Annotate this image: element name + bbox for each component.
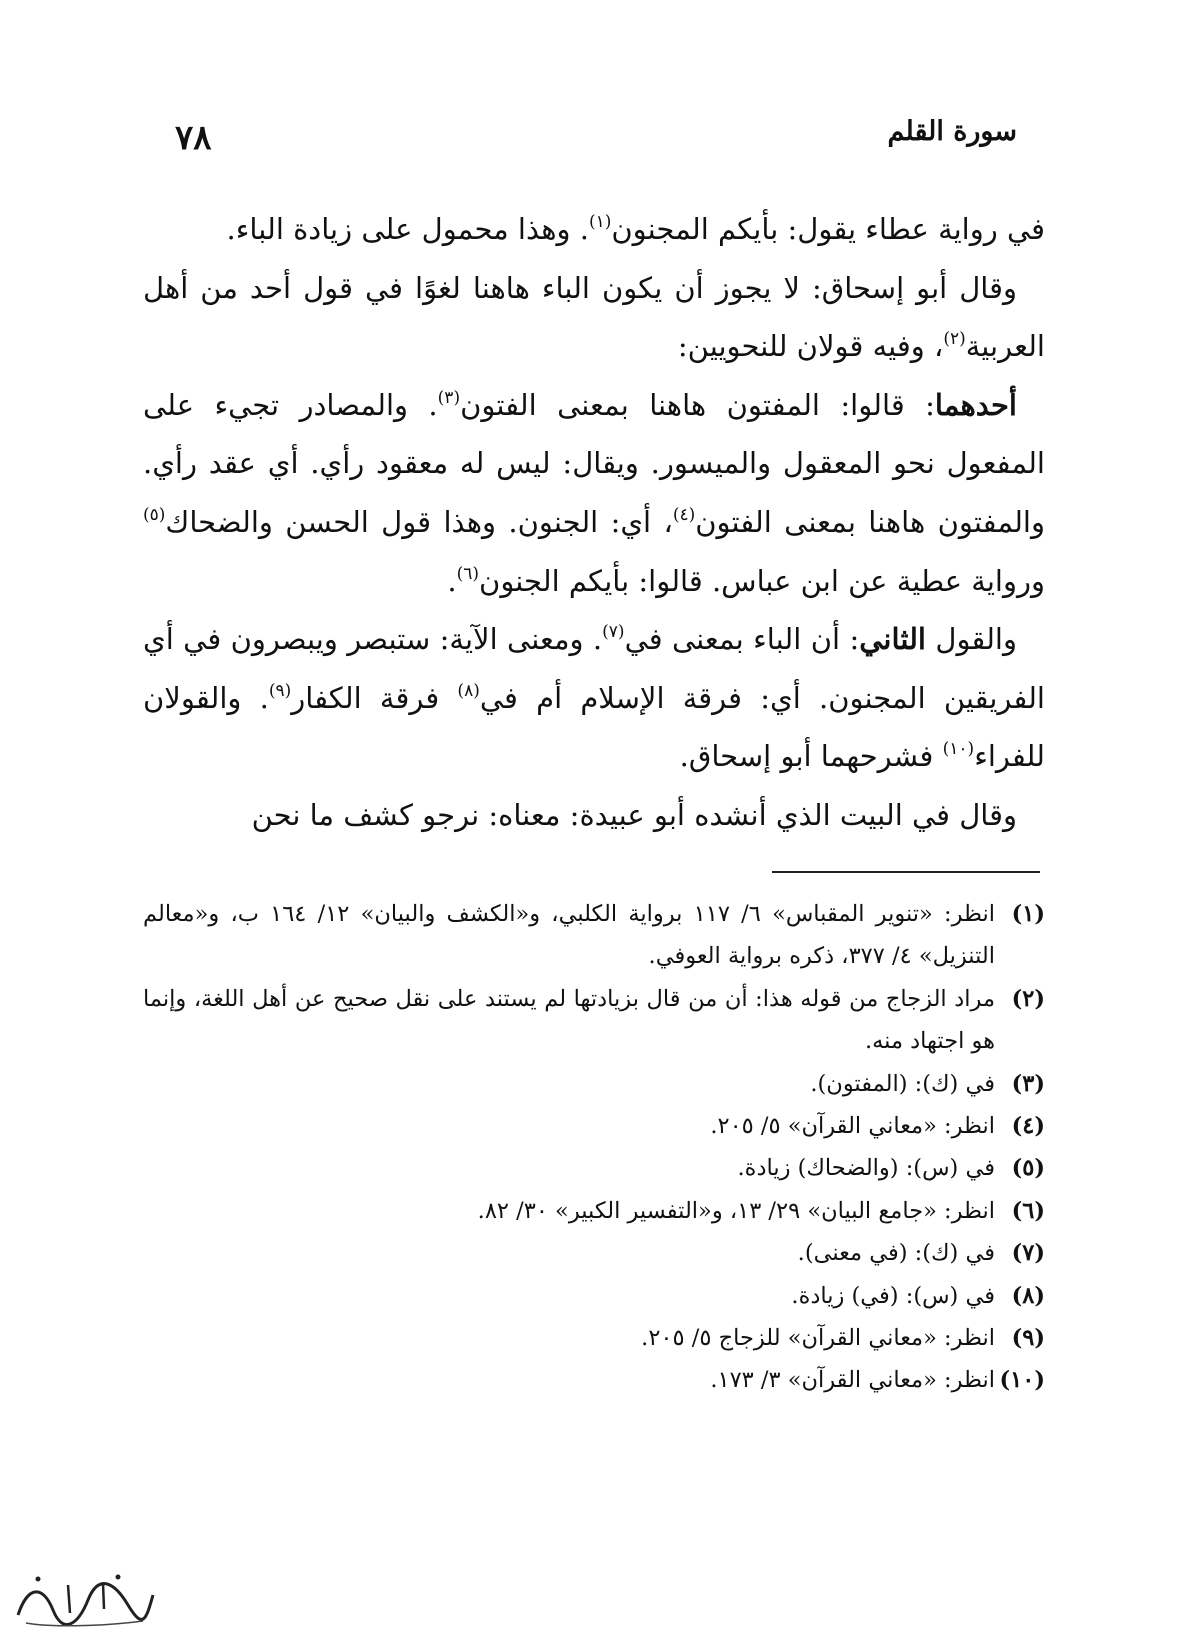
footnote-ref[interactable]: (٥) bbox=[143, 504, 166, 525]
text-run: وقال في البيت الذي أنشده أبو عبيدة: معناه: نرجو كشف ما نحن bbox=[251, 797, 1017, 832]
text-run: . والقولان للفراء bbox=[143, 680, 1045, 774]
footnote-3 bbox=[143, 1063, 1045, 1105]
footnote-ref[interactable]: (١) bbox=[588, 212, 612, 232]
footnote-ref[interactable]: (٤) bbox=[672, 504, 696, 525]
footnote-number: (٢) bbox=[1011, 985, 1045, 1012]
footnote-text: في (س): (في) زيادة. bbox=[791, 1282, 995, 1309]
footnote-text: مراد الزجاج من قوله هذا: أن من قال بزيادتها لم يستند على نقل صحيح عن أهل اللغة، وإنما هو اجتهاد منه. bbox=[143, 985, 995, 1055]
footnote-divider bbox=[772, 871, 1040, 873]
footnote-ref[interactable]: (٨) bbox=[457, 680, 480, 701]
footnote-8 bbox=[143, 1275, 1045, 1317]
footnote-number: (٩) bbox=[1011, 1325, 1045, 1352]
footnote-text: انظر: «جامع البيان» ٢٩/ ١٣، و«التفسير الكبير» ٣٠/ ٨٢. bbox=[477, 1197, 995, 1224]
footnote-2 bbox=[143, 978, 1045, 1063]
text-run: : أن الباء بمعنى في bbox=[624, 622, 860, 657]
text-run: والقول bbox=[925, 622, 1017, 657]
text-run: وقال أبو إسحاق: لا يجوز أن يكون الباء هاهنا لغوًا في قول أحد من أهل العربية bbox=[143, 270, 1045, 364]
text-run: ، أي: الجنون. وهذا قول الحسن والضحاك bbox=[165, 504, 673, 539]
paragraph-1 bbox=[143, 200, 1045, 259]
text-run: . وهذا محمول على زيادة الباء. bbox=[226, 212, 589, 246]
footnote-ref[interactable]: (٦) bbox=[456, 563, 480, 584]
text-run: ورواية عطية عن ابن عباس. قالوا: بأيكم الجنون bbox=[479, 563, 1045, 598]
footnote-number: (١) bbox=[1011, 901, 1045, 927]
text-run: فرقة الكفار bbox=[291, 680, 458, 715]
text-run: ، وفيه قولان للنحويين: bbox=[677, 329, 944, 364]
footnote-ref[interactable]: (٢) bbox=[943, 329, 966, 350]
footnote-7 bbox=[143, 1232, 1045, 1274]
surah-title: سورة القلم bbox=[887, 116, 1017, 147]
page-number: ٧٨ bbox=[175, 118, 212, 158]
text-run: : قالوا: المفتون هاهنا بمعنى الفتون bbox=[460, 387, 935, 422]
footnote-text: انظر: «تنوير المقباس» ٦/ ١١٧ برواية الكلبي، و«الكشف والبيان» ١٢/ ١٦٤ ب، و«معالم التنزيل» ٤/ ٣٧٧، ذكره برواية العوفي. bbox=[143, 901, 995, 970]
footnote-10 bbox=[143, 1359, 1045, 1401]
footnote-text: في (ك): (في معنى). bbox=[797, 1240, 995, 1267]
footnote-6 bbox=[143, 1190, 1045, 1232]
text-run: فشرحهما أبو إسحاق. bbox=[679, 739, 943, 774]
footnote-text: انظر: «معاني القرآن» ٥/ ٢٠٥. bbox=[710, 1113, 995, 1140]
footnotes bbox=[143, 893, 1045, 1402]
text-run: . ومعنى الآية: ستبصر ويبصرون في أي الفريقين المجنون. أي: فرقة الإسلام أم في bbox=[143, 622, 1045, 715]
footnote-text: انظر: «معاني القرآن» للزجاج ٥/ ٢٠٥. bbox=[641, 1325, 995, 1352]
section-label: الثاني bbox=[859, 622, 926, 657]
footnote-number: (٧) bbox=[1011, 1240, 1045, 1267]
footnote-text: في (س): (والضحاك) زيادة. bbox=[737, 1155, 995, 1182]
footnote-5 bbox=[143, 1147, 1045, 1189]
footnote-number: (٣) bbox=[1011, 1070, 1045, 1097]
footnote-ref[interactable]: (٣) bbox=[437, 387, 461, 408]
footnote-1 bbox=[143, 893, 1045, 978]
page-header bbox=[145, 112, 1045, 172]
main-text bbox=[143, 200, 1045, 845]
footnote-4 bbox=[143, 1105, 1045, 1147]
footnote-number: (٤) bbox=[1011, 1113, 1045, 1140]
text-run: . bbox=[447, 563, 457, 598]
paragraph-3 bbox=[143, 376, 1045, 610]
text-run: في رواية عطاء يقول: بأيكم المجنون bbox=[611, 212, 1045, 246]
footnote-number: (١٠) bbox=[999, 1367, 1045, 1394]
section-label: أحدهما bbox=[934, 387, 1017, 422]
footnote-ref[interactable]: (٩) bbox=[268, 680, 292, 701]
footnote-text: في (ك): (المفتون). bbox=[810, 1070, 995, 1097]
footnote-number: (٥) bbox=[1011, 1155, 1045, 1182]
paragraph-4 bbox=[143, 610, 1045, 786]
text-run: . والمصادر تجيء على المفعول نحو المعقول والميسور. ويقال: ليس له معقود رأي. أي عقد رأي. والمفتون هاهنا بمعنى الفتون bbox=[143, 387, 1045, 539]
publisher-logo bbox=[8, 1565, 158, 1635]
footnote-number: (٦) bbox=[1011, 1197, 1045, 1224]
footnote-number: (٨) bbox=[1011, 1282, 1045, 1309]
footnote-ref[interactable]: (١٠) bbox=[942, 739, 975, 760]
footnote-text: انظر: «معاني القرآن» ٣/ ١٧٣. bbox=[710, 1367, 995, 1394]
paragraph-5 bbox=[143, 786, 1045, 845]
paragraph-2 bbox=[143, 259, 1045, 376]
footnote-9 bbox=[143, 1317, 1045, 1359]
footnote-ref[interactable]: (٧) bbox=[602, 622, 625, 643]
